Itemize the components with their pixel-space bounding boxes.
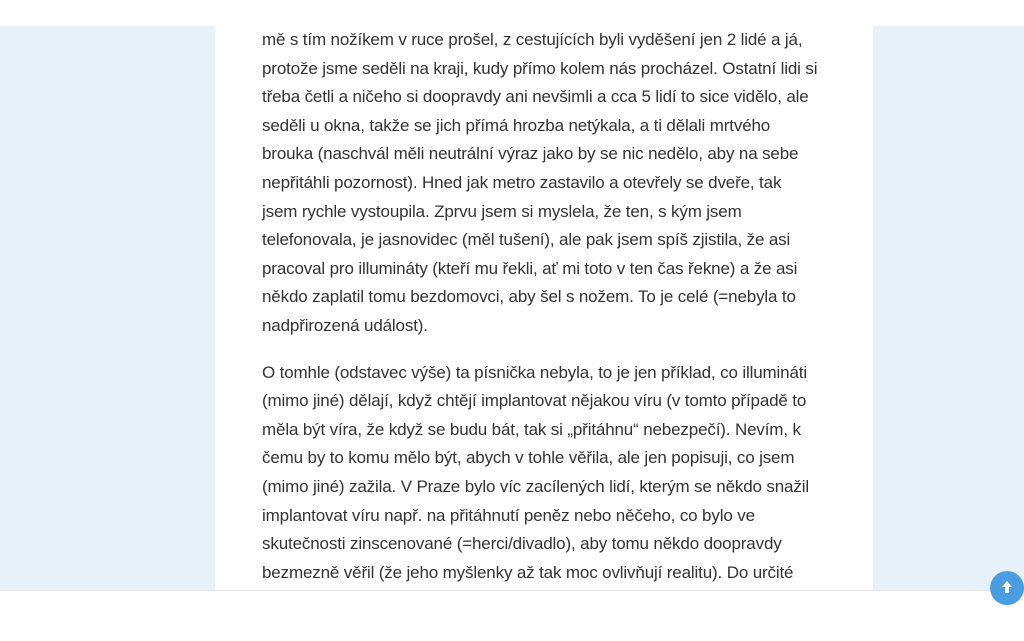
text-line: (mimo jiné) zažila. V Praze bylo víc zacílených lidí, kterým se někdo snažil [262,476,809,496]
arrow-up-icon [1000,580,1014,594]
text-line: měla být víra, že když se budu bát, tak si „přitáhnu“ nebezpečí). Nevím, k [262,419,801,439]
text-line: někdo zaplatil tomu bezdomovci, aby šel s nožem. To je celé (=nebyla to [262,287,796,307]
text-line: telefonovala, je jasnovidec (měl tušení), ale pak jsem spíš zjistila, že asi [262,230,791,250]
scroll-to-top-button[interactable] [990,571,1024,605]
paragraph-1 [262,26,837,341]
text-line: bezmezně věřil (že jeho myšlenky až tak moc ovlivňují realitu). Do určité [262,562,794,582]
article-content [215,26,873,590]
text-line: pracoval pro illumináty (kteří mu řekli, ať mi toto v ten čas řekne) a že asi [262,258,798,278]
text-line: O tomhle (odstavec výše) ta písnička nebyla, to je jen příklad, co illumináti [262,362,807,382]
text-line: nepřitáhli pozornost). Hned jak metro zastavilo a otevřely se dveře, tak [262,172,782,192]
text-line: brouka (naschvál měli neutrální výraz jako by se nic nedělo, aby na sebe [262,144,799,164]
text-line: seděli u okna, takže se jich přímá hrozba netýkala, a ti dělali mrtvého [262,115,771,135]
text-line: čemu by to komu mělo být, abych v tohle věřila, ale jen popisuji, co jsem [262,448,795,468]
bottom-bar [0,590,1024,641]
paragraph-2 [262,359,837,588]
text-line: mě s tím nožíkem v ruce prošel, z cestujících byli vyděšení jen 2 lidé a já, [262,30,803,49]
top-bar [0,0,1024,26]
article-body [262,26,837,587]
text-line: implantovat víru např. na přitáhnutí peněz nebo něčeho, co bylo ve [262,505,755,525]
text-line: (mimo jiné) dělají, když chtějí implantovat nějakou víru (v tomto případě to [262,391,807,411]
text-line: skutečnosti zinscenované (=herci/divadlo), aby tomu někdo doopravdy [262,534,782,554]
text-line: třeba četli a ničeho si doopravdy ani nevšimli a cca 5 lidí to sice vidělo, ale [262,87,809,107]
text-line: jsem rychle vystoupila. Zprvu jsem si myslela, že ten, s kým jsem [262,201,742,221]
text-line: protože jsme seděli na kraji, kudy přímo kolem nás procházel. Ostatní lidi si [262,58,818,78]
text-line: nadpřirozená událost). [262,315,428,335]
